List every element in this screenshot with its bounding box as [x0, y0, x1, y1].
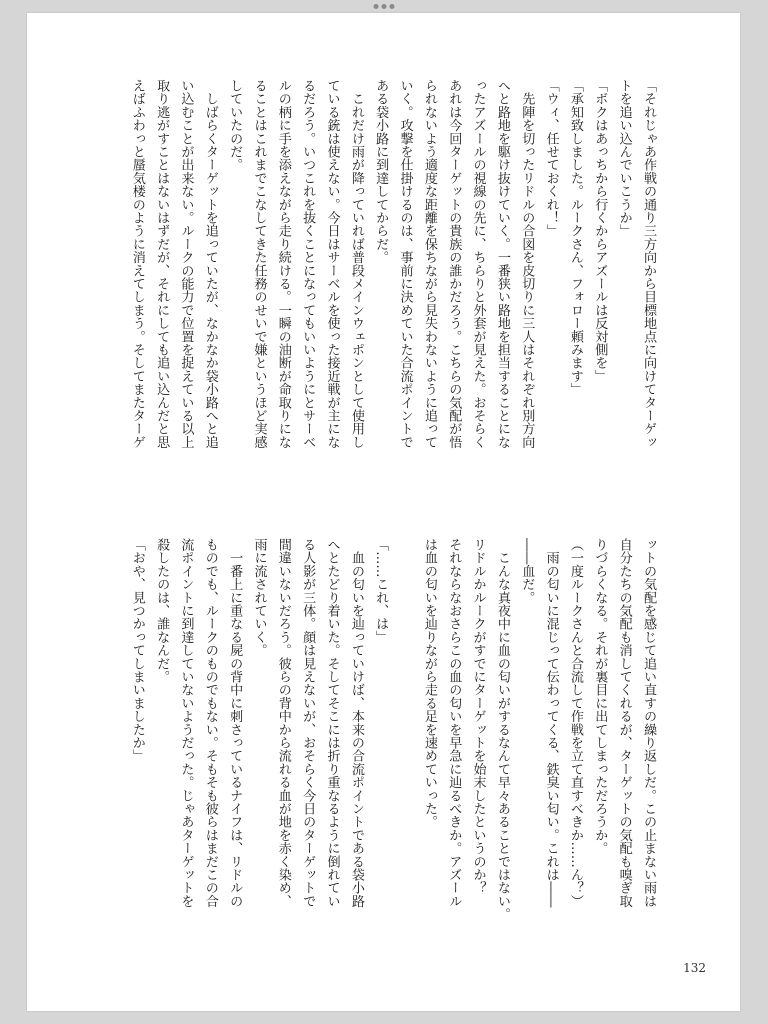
text-line: リドルかルークがすでにターゲットを始末したというのか？: [470, 538, 486, 895]
text-line: 間違いないだろう。彼らの背中から流れる血が地を赤く染め、: [275, 538, 291, 908]
more-options-icon[interactable]: [374, 4, 395, 9]
text-line: 殺したのは、誰なんだ。: [154, 538, 170, 684]
page-number: 132: [683, 961, 706, 975]
text-line: りづらくなる。それが裏目に出てしまっただろうか。: [592, 538, 608, 855]
text-line: い込むことが出来ない。ルークの能力で位置を捉えている以上: [178, 79, 194, 449]
text-line: ットの気配を感じて追い直すの繰り返しだ。この止まない雨は: [641, 538, 656, 908]
text-line: 自分たちの気配も消してくれるが、ターゲットの気配も嗅ぎ取: [616, 538, 632, 908]
text-line: 雨に流されていく。: [251, 538, 267, 657]
text-line: していたのだ。: [227, 79, 243, 172]
text-line: あれは今回ターゲットの貴族の誰かだろう。こちらの気配が悟: [446, 79, 462, 449]
text-line: 「おや、見つかってしまいましたか」: [129, 538, 145, 763]
text-line: ったアズールの視線の先に、ちらりと外套が見えた。おそらく: [470, 79, 486, 449]
text-line: ――血だ。: [519, 538, 535, 604]
text-line: ある袋小路に到達してからだ。: [373, 79, 389, 264]
text-line: 一番上に重なる屍の背中に刺さっているナイフは、リドルの: [227, 538, 243, 908]
text-line: 流ポイントに到達していないようだった。じゃあターゲットを: [178, 538, 194, 908]
text-line: トを追い込んでいこうか」: [616, 79, 632, 238]
text-line: 「承知致しました。ルークさん、フォロー頼みます」: [567, 79, 583, 396]
text-line: へとたどり着いた。そしてそこには折り重なるように倒れてい: [324, 538, 340, 908]
text-line: これだけ雨が降っていれば普段メインウェポンとして使用し: [348, 79, 364, 449]
text-line: は血の匂いを辿りながら走る足を速めていった。: [421, 538, 437, 829]
text-line: られないよう適度な距離を保ちながら見失わないように追って: [421, 79, 437, 449]
text-line: ている銃は使えない。今日はサーベルを使った接近戦が主にな: [324, 79, 340, 449]
text-line: ルの柄に手を添えながら走り続ける。一瞬の油断が命取りにな: [275, 79, 291, 449]
text-line: ものでも、ルークのものでもない。そもそも彼らはまだこの合: [202, 538, 218, 908]
lower-text-block: [124, 538, 660, 974]
text-line: （一度ルークさんと合流して作戦を立て直すべきか……ん？）: [567, 538, 583, 908]
text-line: えばふわっと蜃気楼のように消えてしまう。そしてまたターゲ: [129, 79, 145, 449]
text-line: ることはこれまでこなしてきた任務のせいで嫌というほど実感: [251, 79, 267, 449]
text-line: 「ウィ、任せておくれ！」: [543, 79, 559, 238]
text-line: 雨の匂いに混じって伝わってくる、鉄臭い匂い。これは――: [543, 538, 559, 908]
text-line: 取り逃がすことはないはずだが、それにしても追い込んだと思: [154, 79, 170, 449]
text-line: こんな真夜中に血の匂いがするなんて早々あることではない。: [494, 538, 510, 921]
text-line: 血の匂いを辿っていけば、本来の合流ポイントである袋小路: [348, 538, 364, 908]
text-line: るだろう。いつこれを抜くことになってもいいようにとサーベ: [300, 79, 316, 449]
text-line: しばらくターゲットを追っていたが、なかなか袋小路へと追: [202, 79, 218, 449]
text-line: 「ボクはあっちから行くからアズールは反対側を」: [592, 79, 608, 383]
text-line: へと路地を駆け抜けていく。一番狭い路地を担当することにな: [494, 79, 510, 449]
upper-text-block: [124, 79, 660, 515]
text-line: 「それじゃあ作戦の通り三方向から目標地点に向けてターゲッ: [641, 79, 656, 449]
text-line: いく。攻撃を仕掛けるのは、事前に決めていた合流ポイントで: [397, 79, 413, 449]
text-line: る人影が三体。顔は見えないが、おそらく今日のターゲットで: [300, 538, 316, 908]
text-line: 「……これ、は」: [373, 538, 389, 644]
text-line: 先陣を切ったリドルの合図を皮切りに三人はそれぞれ別方向: [519, 79, 535, 449]
text-line: [392, 538, 416, 974]
book-page: [27, 13, 740, 1011]
text-line: それならなおさらこの血の匂いを早急に辿るべきか。アズール: [446, 538, 462, 908]
